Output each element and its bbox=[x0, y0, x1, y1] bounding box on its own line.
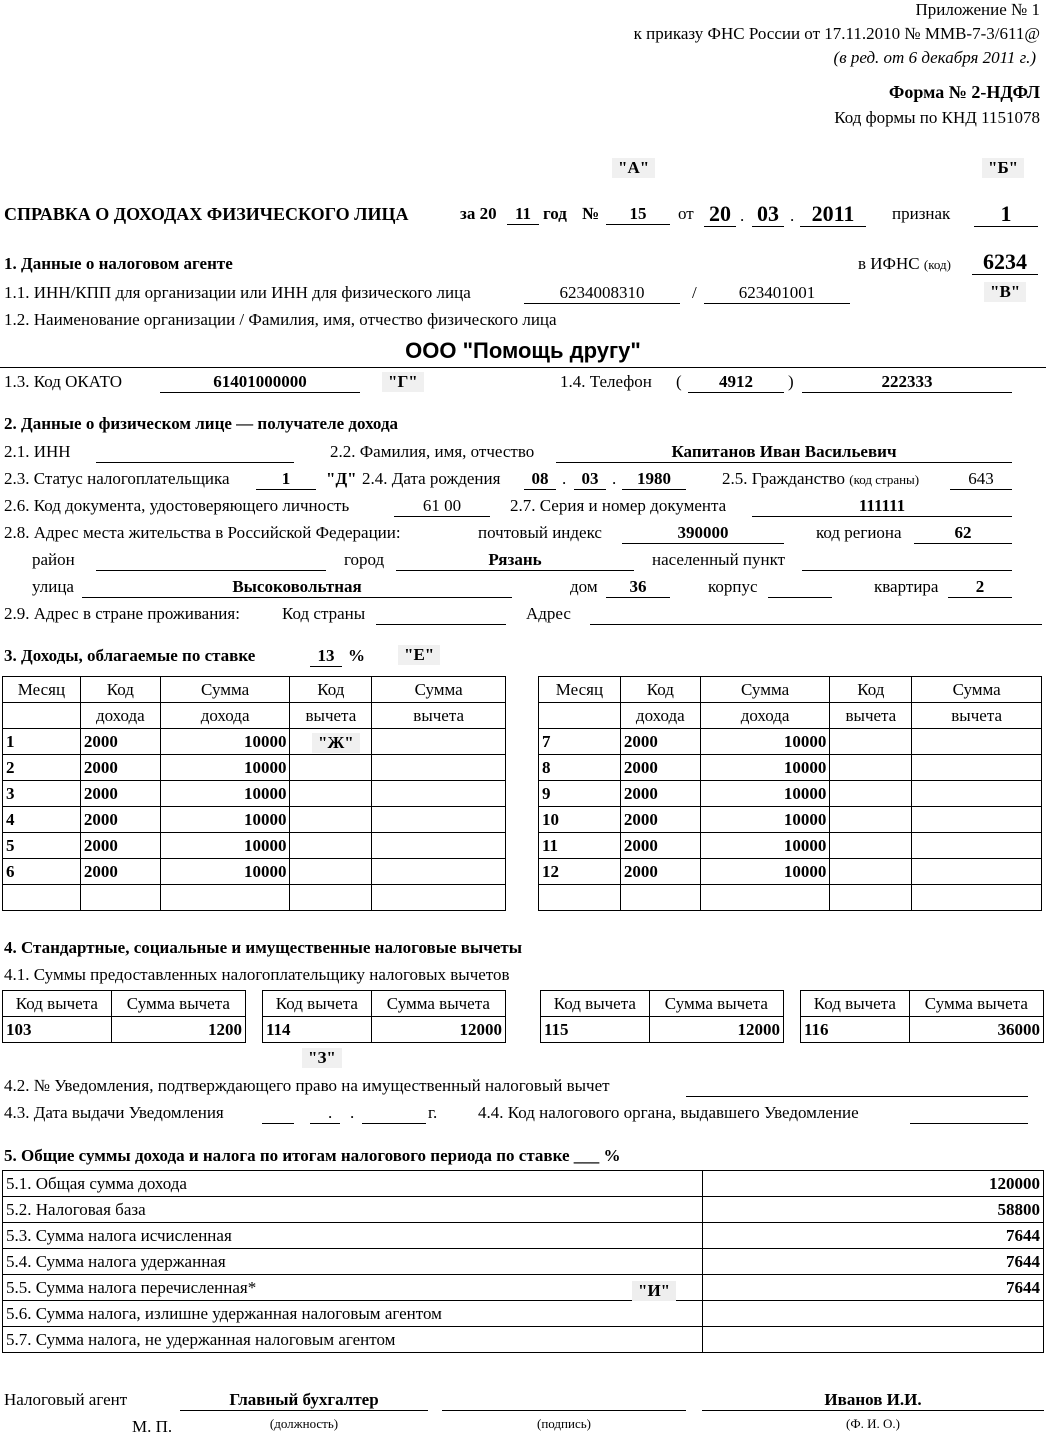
month-cell: 6 bbox=[3, 859, 81, 885]
address-label: 2.8. Адрес места жительства в Российской Федерации: bbox=[4, 523, 401, 542]
income-sum-cell: 10000 bbox=[160, 859, 290, 885]
deduction-code-cell bbox=[830, 807, 912, 833]
authority-code-label: 4.4. Код налогового органа, выдавшего Уведомление bbox=[478, 1103, 859, 1122]
income-code-cell: 2000 bbox=[620, 833, 700, 859]
house-label: дом bbox=[570, 577, 598, 596]
totals-value: 7644 bbox=[702, 1223, 1043, 1249]
deduction-sum-cell bbox=[372, 729, 506, 755]
income-sum-cell: 10000 bbox=[700, 781, 830, 807]
income-code-cell: 2000 bbox=[80, 833, 160, 859]
year-suffix: год bbox=[543, 204, 567, 223]
position-caption: (должность) bbox=[269, 1416, 339, 1431]
income-table-left: Месяц Код Сумма Код Сумма дохода дохода вычета вычета 1 2000 10000 2 2000 10000 3 2000 10000 4 2000 10000 5 2000 10000 6 2000 10000 bbox=[2, 676, 506, 911]
income-code-cell: 2000 bbox=[620, 781, 700, 807]
doc-code-label: 2.6. Код документа, удостоверяющего личность bbox=[4, 496, 350, 515]
phone-label: 1.4. Телефон bbox=[560, 372, 652, 391]
totals-row bbox=[3, 1327, 1044, 1353]
house-value: 36 bbox=[606, 577, 670, 598]
deduction-sum-cell bbox=[912, 859, 1042, 885]
income-row-empty bbox=[3, 885, 506, 911]
deduction-sum-cell bbox=[912, 729, 1042, 755]
ifns-code: 6234 bbox=[972, 250, 1038, 275]
deduction-sum-cell bbox=[372, 755, 506, 781]
date-month: 03 bbox=[752, 202, 784, 227]
month-cell: 8 bbox=[539, 755, 621, 781]
foreign-address bbox=[590, 604, 1042, 625]
knd-code: Код формы по КНД 1151078 bbox=[834, 108, 1040, 127]
notice-number-label: 4.2. № Уведомления, подтверждающего право на имущественный налоговый вычет bbox=[4, 1076, 610, 1095]
signature-agent-label: Налоговый агент bbox=[4, 1390, 128, 1409]
totals-value: 7644 bbox=[702, 1275, 1043, 1301]
building-value bbox=[768, 577, 832, 598]
income-code-cell: 2000 bbox=[80, 755, 160, 781]
district-value bbox=[96, 550, 326, 571]
income-row-empty bbox=[539, 885, 1042, 911]
notice-date-label: 4.3. Дата выдачи Уведомления bbox=[4, 1103, 224, 1122]
city-value: Рязань bbox=[396, 550, 634, 571]
income-row bbox=[539, 807, 1042, 833]
income-row bbox=[3, 781, 506, 807]
deduction-table-1: Код вычета Сумма вычета 103 1200 bbox=[2, 990, 246, 1043]
person-fio: Капитанов Иван Васильевич bbox=[556, 442, 1012, 463]
income-sum-cell: 10000 bbox=[160, 729, 290, 755]
totals-value bbox=[702, 1327, 1043, 1353]
deduction-code-cell bbox=[290, 755, 372, 781]
deduction-sum-cell bbox=[372, 781, 506, 807]
date-day: 20 bbox=[704, 202, 736, 227]
mark-a: "А" bbox=[612, 158, 655, 178]
person-inn-label: 2.1. ИНН bbox=[4, 442, 71, 461]
month-cell: 5 bbox=[3, 833, 81, 859]
mark-zh: "Ж" bbox=[312, 733, 360, 753]
income-row bbox=[539, 859, 1042, 885]
income-row bbox=[539, 833, 1042, 859]
deduction-sum: 1200 bbox=[111, 1017, 245, 1043]
totals-row bbox=[3, 1223, 1044, 1249]
totals-row bbox=[3, 1301, 1044, 1327]
street-label: улица bbox=[32, 577, 74, 596]
deduction-code: 114 bbox=[263, 1017, 372, 1043]
income-code-cell: 2000 bbox=[80, 859, 160, 885]
mark-i: "И" bbox=[632, 1281, 676, 1301]
notice-year bbox=[362, 1103, 426, 1124]
deduction-sum-cell bbox=[912, 833, 1042, 859]
income-row bbox=[3, 833, 506, 859]
month-cell: 7 bbox=[539, 729, 621, 755]
doc-number: 111111 bbox=[752, 496, 1012, 517]
region-code: 62 bbox=[914, 523, 1012, 544]
agent-name-label: 1.2. Наименование организации / Фамилия, имя, отчество физического лица bbox=[4, 310, 557, 329]
totals-label: 5.3. Сумма налога исчисленная bbox=[3, 1223, 703, 1249]
notice-day bbox=[262, 1103, 294, 1124]
totals-value: 58800 bbox=[702, 1197, 1043, 1223]
income-sum-cell: 10000 bbox=[160, 833, 290, 859]
totals-label: 5.6. Сумма налога, излишне удержанная налоговым агентом bbox=[3, 1301, 703, 1327]
deduction-sum-cell bbox=[372, 859, 506, 885]
mark-e: "Е" bbox=[398, 645, 440, 665]
agent-kpp: 623401001 bbox=[704, 283, 850, 304]
section-4-heading: 4. Стандартные, социальные и имущественные налоговые вычеты bbox=[4, 938, 522, 957]
section-3-heading: 3. Доходы, облагаемые по ставке bbox=[4, 646, 256, 665]
month-cell: 4 bbox=[3, 807, 81, 833]
phone-code: 4912 bbox=[688, 372, 784, 393]
income-row bbox=[539, 729, 1042, 755]
month-cell: 3 bbox=[3, 781, 81, 807]
income-sum-cell: 10000 bbox=[700, 859, 830, 885]
sign-value: 1 bbox=[974, 202, 1038, 227]
totals-row bbox=[3, 1249, 1044, 1275]
appendix-note: Приложение № 1 bbox=[915, 0, 1040, 19]
income-rate: 13 bbox=[310, 646, 342, 667]
ifns-label: в ИФНС (код) bbox=[858, 254, 951, 273]
income-row bbox=[3, 755, 506, 781]
form-name: Форма № 2-НДФЛ bbox=[888, 82, 1040, 102]
deduction-code-cell bbox=[290, 859, 372, 885]
totals-label: 5.2. Налоговая база bbox=[3, 1197, 703, 1223]
totals-row bbox=[3, 1171, 1044, 1197]
income-sum-cell: 10000 bbox=[700, 729, 830, 755]
order-reference: к приказу ФНС России от 17.11.2010 № ММВ-7-3/611@ bbox=[633, 24, 1040, 43]
section-1-heading: 1. Данные о налоговом агенте bbox=[4, 254, 233, 273]
income-table-right: Месяц Код Сумма Код Сумма дохода дохода вычета вычета 7 2000 10000 8 2000 10000 9 2000 10000 10 2000 10000 11 2000 10000 12 2000 10000 bbox=[538, 676, 1042, 911]
city-label: город bbox=[344, 550, 385, 569]
date-year: 2011 bbox=[800, 202, 866, 227]
notice-number bbox=[686, 1076, 1028, 1097]
citizenship-label: 2.5. Гражданство (код страны) bbox=[722, 469, 920, 488]
status-label: 2.3. Статус налогоплательщика bbox=[4, 469, 230, 488]
birth-month: 03 bbox=[574, 469, 606, 490]
signature-position: Главный бухгалтер bbox=[180, 1390, 428, 1411]
income-sum-cell: 10000 bbox=[160, 807, 290, 833]
street-value: Высоковольтная bbox=[82, 577, 512, 598]
agent-inn: 6234008310 bbox=[524, 283, 680, 304]
from-label: от bbox=[678, 204, 694, 223]
foreign-address-label-2: Адрес bbox=[526, 604, 571, 623]
flat-label: квартира bbox=[874, 577, 939, 596]
deductions-subheading: 4.1. Суммы предоставленных налогоплательщику налоговых вычетов bbox=[4, 965, 510, 984]
deduction-table-3: Код вычета Сумма вычета 115 12000 bbox=[540, 990, 784, 1043]
deduction-code-cell bbox=[290, 807, 372, 833]
doc-code: 61 00 bbox=[394, 496, 490, 517]
totals-table bbox=[2, 1170, 1044, 1353]
totals-label: 5.4. Сумма налога удержанная bbox=[3, 1249, 703, 1275]
cert-number: 15 bbox=[606, 204, 670, 225]
totals-label: 5.7. Сумма налога, не удержанная налоговым агентом bbox=[3, 1327, 703, 1353]
year-prefix: за 20 bbox=[460, 204, 497, 223]
zip-code: 390000 bbox=[622, 523, 784, 544]
mark-g: "Г" bbox=[382, 372, 424, 392]
mark-d: "Д" bbox=[326, 469, 357, 488]
citizenship-code: 643 bbox=[950, 469, 1012, 490]
deduction-code-cell bbox=[830, 755, 912, 781]
agent-name: ООО "Помощь другу" bbox=[405, 338, 641, 363]
month-cell: 2 bbox=[3, 755, 81, 781]
region-label: код региона bbox=[816, 523, 902, 542]
deduction-code-cell bbox=[830, 781, 912, 807]
income-sum-cell: 10000 bbox=[160, 781, 290, 807]
locality-value bbox=[802, 550, 1012, 571]
building-label: корпус bbox=[708, 577, 758, 596]
deduction-code-cell bbox=[830, 833, 912, 859]
district-label: район bbox=[32, 550, 75, 569]
country-code-label: Код страны bbox=[282, 604, 366, 623]
totals-value bbox=[702, 1301, 1043, 1327]
deduction-code: 115 bbox=[541, 1017, 650, 1043]
income-sum-cell: 10000 bbox=[160, 755, 290, 781]
income-code-cell: 2000 bbox=[80, 729, 160, 755]
totals-row bbox=[3, 1197, 1044, 1223]
deduction-code-cell bbox=[830, 729, 912, 755]
month-cell: 9 bbox=[539, 781, 621, 807]
deduction-sum-cell bbox=[912, 807, 1042, 833]
income-code-cell: 2000 bbox=[80, 781, 160, 807]
okato-code: 61401000000 bbox=[160, 372, 360, 393]
income-sum-cell: 10000 bbox=[700, 755, 830, 781]
income-sum-cell: 10000 bbox=[700, 833, 830, 859]
birth-label: 2.4. Дата рождения bbox=[362, 469, 501, 488]
signature-line bbox=[442, 1390, 686, 1411]
deduction-sum-cell bbox=[372, 807, 506, 833]
zip-label: почтовый индекс bbox=[478, 523, 602, 542]
totals-row bbox=[3, 1275, 1044, 1301]
sign-caption: (подпись) bbox=[537, 1416, 591, 1431]
totals-value: 120000 bbox=[702, 1171, 1043, 1197]
deduction-table-4: Код вычета Сумма вычета 116 36000 bbox=[800, 990, 1044, 1043]
income-row bbox=[3, 807, 506, 833]
income-code-cell: 2000 bbox=[80, 807, 160, 833]
deduction-sum: 12000 bbox=[649, 1017, 783, 1043]
foreign-address-label: 2.9. Адрес в стране проживания: bbox=[4, 604, 240, 623]
deduction-code-cell bbox=[290, 833, 372, 859]
income-sum-cell: 10000 bbox=[700, 807, 830, 833]
mark-z: "З" bbox=[302, 1048, 342, 1068]
deduction-sum-cell bbox=[372, 833, 506, 859]
deduction-sum: 36000 bbox=[909, 1017, 1043, 1043]
totals-label: 5.1. Общая сумма дохода bbox=[3, 1171, 703, 1197]
form-title: СПРАВКА О ДОХОДАХ ФИЗИЧЕСКОГО ЛИЦА bbox=[4, 204, 409, 224]
signature-fio: Иванов И.И. bbox=[702, 1390, 1044, 1411]
month-cell: 1 bbox=[3, 729, 81, 755]
fio-caption: (Ф. И. О.) bbox=[846, 1416, 900, 1431]
mark-v: "В" bbox=[984, 282, 1026, 302]
flat-value: 2 bbox=[948, 577, 1012, 598]
income-code-cell: 2000 bbox=[620, 755, 700, 781]
country-code bbox=[376, 604, 506, 625]
birth-day: 08 bbox=[524, 469, 556, 490]
status-value: 1 bbox=[256, 469, 316, 490]
deduction-sum-cell bbox=[912, 755, 1042, 781]
year-value: 11 bbox=[507, 204, 539, 225]
deduction-code-cell bbox=[830, 859, 912, 885]
sign-label: признак bbox=[892, 204, 951, 223]
edition-note: (в ред. от 6 декабря 2011 г.) bbox=[833, 48, 1036, 67]
okato-label: 1.3. Код ОКАТО bbox=[4, 372, 122, 391]
person-inn bbox=[96, 442, 294, 463]
income-code-cell: 2000 bbox=[620, 807, 700, 833]
deduction-table-2: Код вычета Сумма вычета 114 12000 bbox=[262, 990, 506, 1043]
mark-b: "Б" bbox=[982, 158, 1024, 178]
number-label: № bbox=[582, 204, 600, 223]
income-row bbox=[539, 781, 1042, 807]
deduction-code-cell bbox=[290, 781, 372, 807]
totals-label: 5.5. Сумма налога перечисленная* bbox=[3, 1275, 703, 1301]
income-code-cell: 2000 bbox=[620, 729, 700, 755]
month-cell: 10 bbox=[539, 807, 621, 833]
form-2ndfl: Приложение № 1 к приказу ФНС России от 17.11.2010 № ММВ-7-3/611@ (в ред. от 6 декабря 2011 г.) Форма № 2-НДФЛ Код формы по КНД 1151078 "А" "Б" СПРАВКА О ДОХОДАХ ФИЗИЧЕСКОГО ЛИЦА за 20 11 год № 15 от 20 . 03 . 2011 признак 1 1. Данные о налоговом агенте в ИФНС (код) 6234 1.1. ИНН/КПП для организации или ИНН для физического лица 6234008310 / 623401001 "В" 1.2. Наименование организации / Фамилия, имя, отчество физического лица ООО "Помощь другу" 1.3. Код ОКАТО 61401000000 "Г" 1.4. Телефон ( 4912 ) 222333 2. Данные о физическом лице — получателе дохода 2.1. ИНН 2.2. Фамилия, имя, отчество Капитанов Иван Васильевич 2.3. Статус налогоплательщика 1 "Д" 2.4. Дата рождения 08 . 03 . 1980 2.5. Гражданство (код страны) 643 2.6. Код документа, удостоверяющего личность 61 00 2.7. Серия и номер документа 111111 2.8. Адрес места жительства в Российской Федерации: почтовый индекс 390000 код региона 62 район город Рязань населенный пункт улица Высоковольтная дом 36 корпус квартира 2 2.9. Адрес в стране проживания: Код страны Адрес 3. Доходы, облагаемые по ставке 13 % "Е" Месяц Код Сумма Код Сумма дохода дохода вычета вычета 1 2000 10000 2 2000 10000 3 2000 10000 4 2000 10000 5 2000 10000 6 2000 10000 Месяц Код Сумма Код Сумма дохода дохода вычета вычета 7 2000 10000 8 2000 10000 9 2000 10000 10 2000 10000 11 2000 10000 12 2000 10000 "Ж" 4. Стандартные, социальные и имущественные налоговые вычеты 4.1. Суммы предоставленных налогоплательщику налоговых вычетов Код вычета Сумма вычета 103 1200 Код вычета Сумма вычета 114 12000 Код вычета Сумма вычета 115 12000 Код вычета Сумма вычета 116 36000 "З" 4.2. № Уведомления, подтверждающего право на имущественный налоговый вычет 4.3. Дата выдачи Уведомления . . г. 4.4. Код налогового органа, выдавшего Уведомление 5. Общие суммы дохода и налога по итогам налогового периода по ставке ___ % 5.1. Общая сумма дохода 120000 5.2. Налоговая база 58800 5.3. Сумма налога исчисленная 7644 5.4. Сумма налога удержанная 7644 5.5. Сумма налога перечисленная* 7644 5.6. Сумма налога, излишне удержанная налоговым агентом 5.7. Сумма налога, не удержанная налоговым агентом "И" Налоговый агент Главный бухгалтер Иванов И.И. М. П. (должность) (подпись) (Ф. И. О.) bbox=[0, 0, 1046, 1440]
stamp-label: М. П. bbox=[132, 1417, 173, 1436]
locality-label: населенный пункт bbox=[652, 550, 786, 569]
section-5-heading: 5. Общие суммы дохода и налога по итогам налогового периода по ставке ___ % bbox=[4, 1146, 621, 1165]
income-row bbox=[3, 729, 506, 755]
deduction-code: 103 bbox=[3, 1017, 112, 1043]
doc-number-label: 2.7. Серия и номер документа bbox=[510, 496, 727, 515]
deduction-code: 116 bbox=[801, 1017, 910, 1043]
deduction-sum: 12000 bbox=[371, 1017, 505, 1043]
fio-label: 2.2. Фамилия, имя, отчество bbox=[330, 442, 535, 461]
income-row bbox=[3, 859, 506, 885]
totals-value: 7644 bbox=[702, 1249, 1043, 1275]
income-code-cell: 2000 bbox=[620, 859, 700, 885]
income-row bbox=[539, 755, 1042, 781]
month-cell: 11 bbox=[539, 833, 621, 859]
authority-code bbox=[910, 1103, 1028, 1124]
month-cell: 12 bbox=[539, 859, 621, 885]
deduction-sum-cell bbox=[912, 781, 1042, 807]
birth-year: 1980 bbox=[622, 469, 686, 490]
phone-number: 222333 bbox=[802, 372, 1012, 393]
inn-kpp-label: 1.1. ИНН/КПП для организации или ИНН для физического лица bbox=[4, 283, 471, 302]
section-2-heading: 2. Данные о физическом лице — получателе дохода bbox=[4, 414, 399, 433]
